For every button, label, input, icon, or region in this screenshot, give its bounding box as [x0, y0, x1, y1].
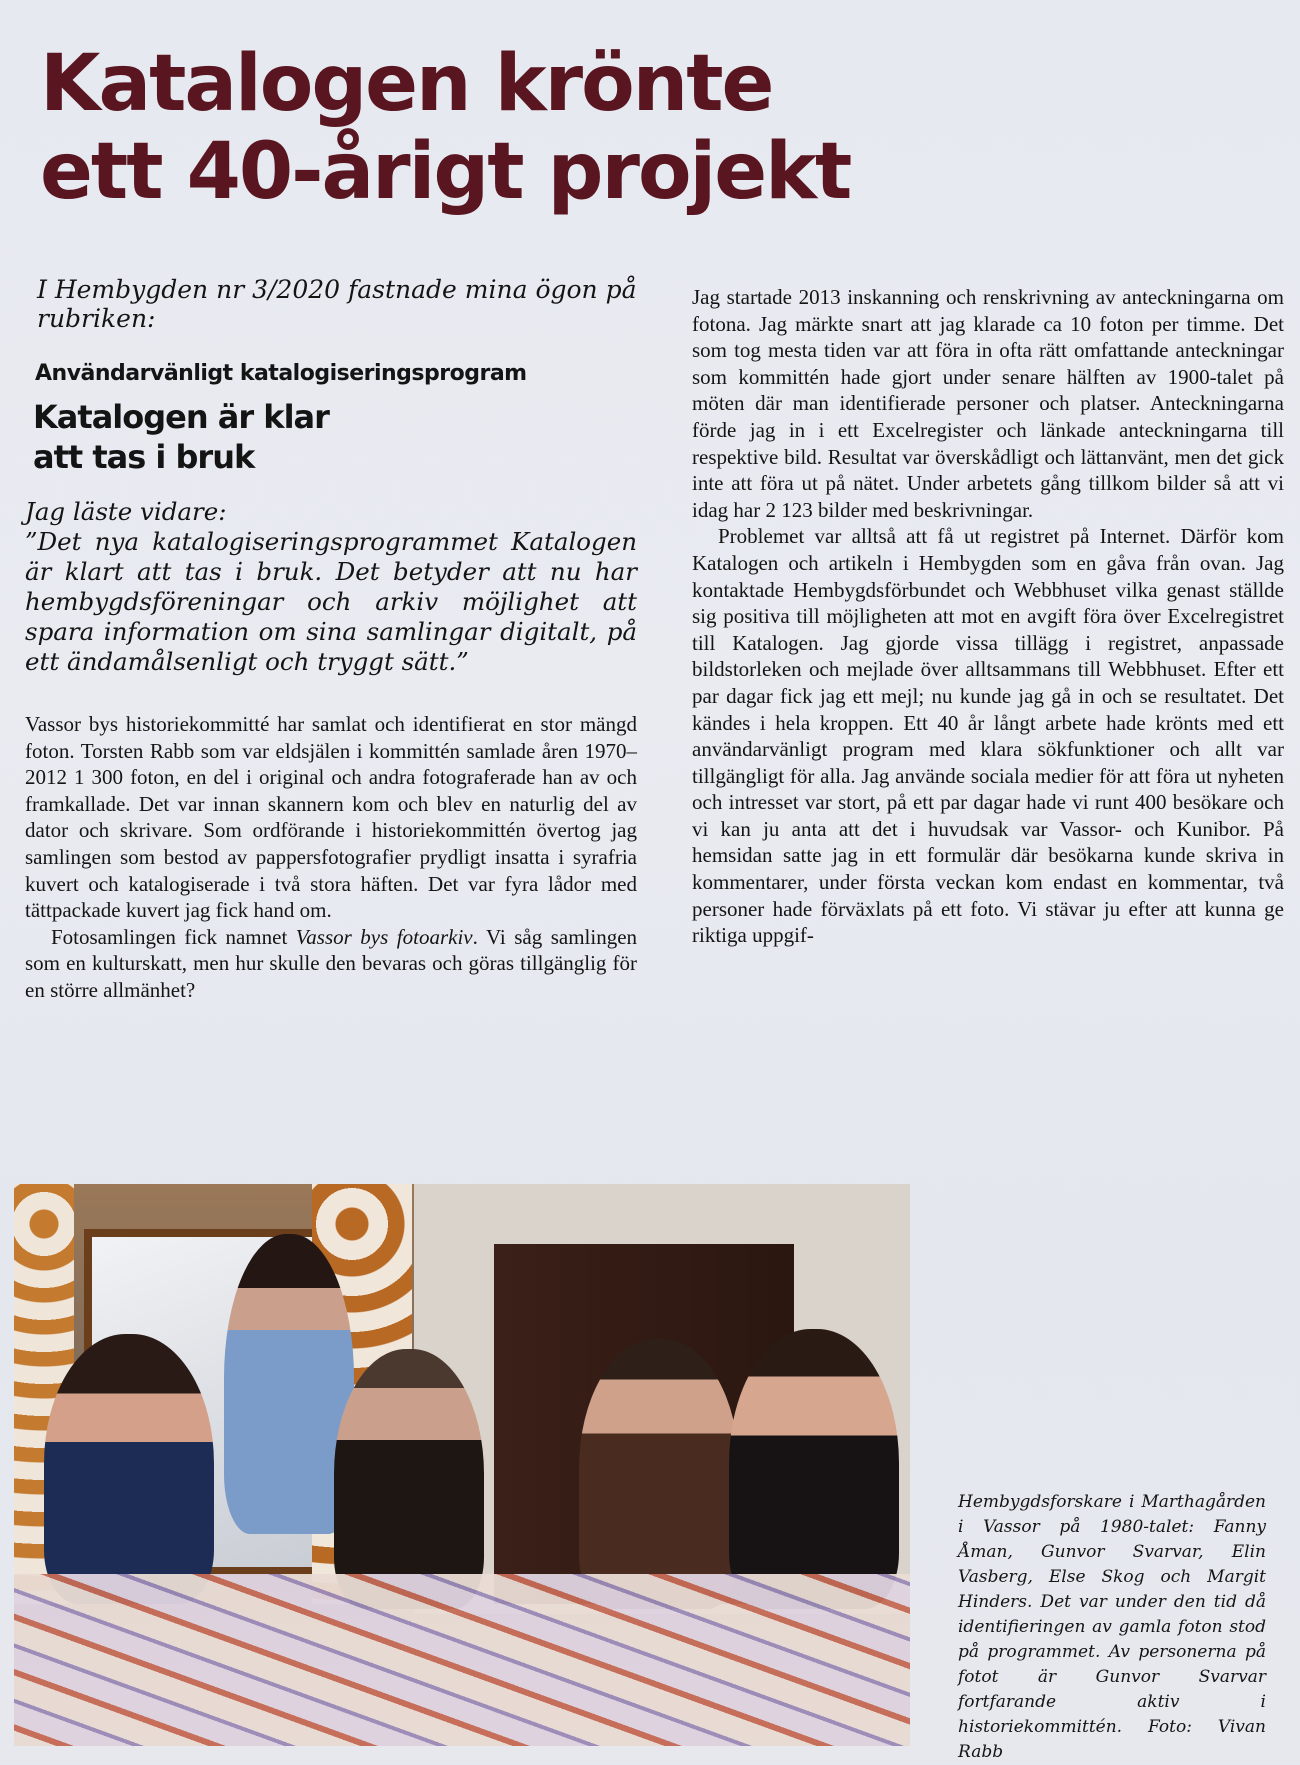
- right-column: [692, 284, 1284, 949]
- quote-lead: Jag läste vidare:: [25, 497, 227, 526]
- cited-subhead: Användarvänligt katalogiseringsprogram: [35, 361, 527, 386]
- body-paragraph: [25, 924, 637, 1004]
- cited-title-line-1: Katalogen är klar: [33, 398, 329, 436]
- photo-caption: Hembygdsforskare i Marthagården i Vassor på 1980-talet: Fanny Åman, Gunvor Svarvar, Elin Vasberg, Else Skog och Margit Hinders. Det var under den tid då identifieringen av gamla foton stod på programmet. Av personerna på fotot är Gunvor Svarvar fortfarande aktiv i historiekommittén. Foto: Vivan Rabb: [958, 1492, 1266, 1762]
- left-column: [25, 275, 637, 1004]
- photo-person: [44, 1334, 214, 1604]
- article-title-line-1: Katalogen krönte: [40, 39, 773, 129]
- paragraph-text: . Vi såg samlingen som en kulturskatt, men hur skulle den bevaras och göras tillgänglig för en större allmänhet?: [25, 924, 638, 1002]
- article-title: [40, 40, 850, 216]
- cited-title: [33, 397, 637, 477]
- intro-text: I Hembygden nr 3/2020 fastnade mina ögon på rubriken:: [37, 275, 637, 333]
- photo-table: [14, 1574, 910, 1746]
- quote-text: ”Det nya katalogiseringsprogrammet Katalogen är klart att tas i bruk. Det betyder att nu har hembygdsföreningar och arkiv möjlighet att spara information om sina samlingar digitalt, på ett ändamålsenligt och tryggt sätt.”: [25, 527, 637, 676]
- cited-title-line-2: att tas i bruk: [33, 438, 255, 476]
- body-paragraph: Vassor bys historiekommitté har samlat och identifierat en stor mängd foton. Torsten Rabb som var eldsjälen i kommittén samlade åren 1970–2012 1 300 foton, en del i original och andra fotograferade han av och framkallade. Det var innan skannern kom och blev en naturlig del av dator och skrivare. Som ordförande i historiekommittén övertog jag samlingen som bestod av pappersfotografier prydligt insatta i syrafria kuvert och katalogiserade i två stora häften. Det var fyra lådor med tättpackade kuvert jag fick hand om.: [25, 712, 637, 923]
- paragraph-text: Fotosamlingen fick namnet: [51, 924, 296, 949]
- body-paragraph: Problemet var alltså att få ut registret på Internet. Därför kom Katalogen och artikeln i Hembygden som en gåva från ovan. Jag kontaktade Hembygdsförbundet och Webbhuset vilka genast ställde sig positiva till möjligheten att mot en avgift föra över Excelregistret till Katalogen. Jag gjorde vissa tillägg i registret, anpassade bildstorleken och mejlade över alltsammans till Webbhuset. Efter ett par dagar fick jag ett mejl; nu kunde jag gå in och se resultatet. Det kändes i hela kroppen. Ett 40 år långt arbete hade krönts med ett användarvänligt program med klara sökfunktioner och allt var tillgängligt för alla. Jag använde sociala medier för att föra ut nyheten och intresset var stort, på ett par dagar hade vi runt 400 besökare och vi kan ju anta att det i huvudsak var Vassor- och Kunibor. På hemsidan satte jag in ett formulär där besökarna kunde skriva in kommentarer, under första veckan kom endast en kommentar, två personer hade förväxlats på ett foto. Vi stävar ju efter att kunna ge riktiga uppgif-: [692, 524, 1284, 948]
- photo-person: [334, 1349, 484, 1609]
- article-photo: [14, 1184, 910, 1746]
- archive-name: Vassor bys fotoarkiv: [295, 924, 473, 949]
- quote-block: [25, 497, 637, 677]
- article-title-line-2: ett 40-årigt projekt: [40, 127, 851, 217]
- body-paragraph: Jag startade 2013 inskanning och renskrivning av anteckningarna om fotona. Jag märkte snart att jag klarade ca 10 foton per timme. Det som tog mesta tiden var att föra in ofta rätt omfattande anteckningar som kommittén hade gjort under senare hälften av 1900-talet på möten där man identifierade personer och platser. Anteckningarna förde jag in i ett Excelregister och länkade anteckningarna till respektive bild. Resultat var överskådligt och lättanvänt, men det gick inte att föra ut på nätet. Under arbetets gång tillkom bilder så att vi idag har 2 123 bilder med beskrivningar.: [692, 285, 1284, 522]
- photo-person: [729, 1329, 899, 1609]
- photo-person: [579, 1339, 739, 1609]
